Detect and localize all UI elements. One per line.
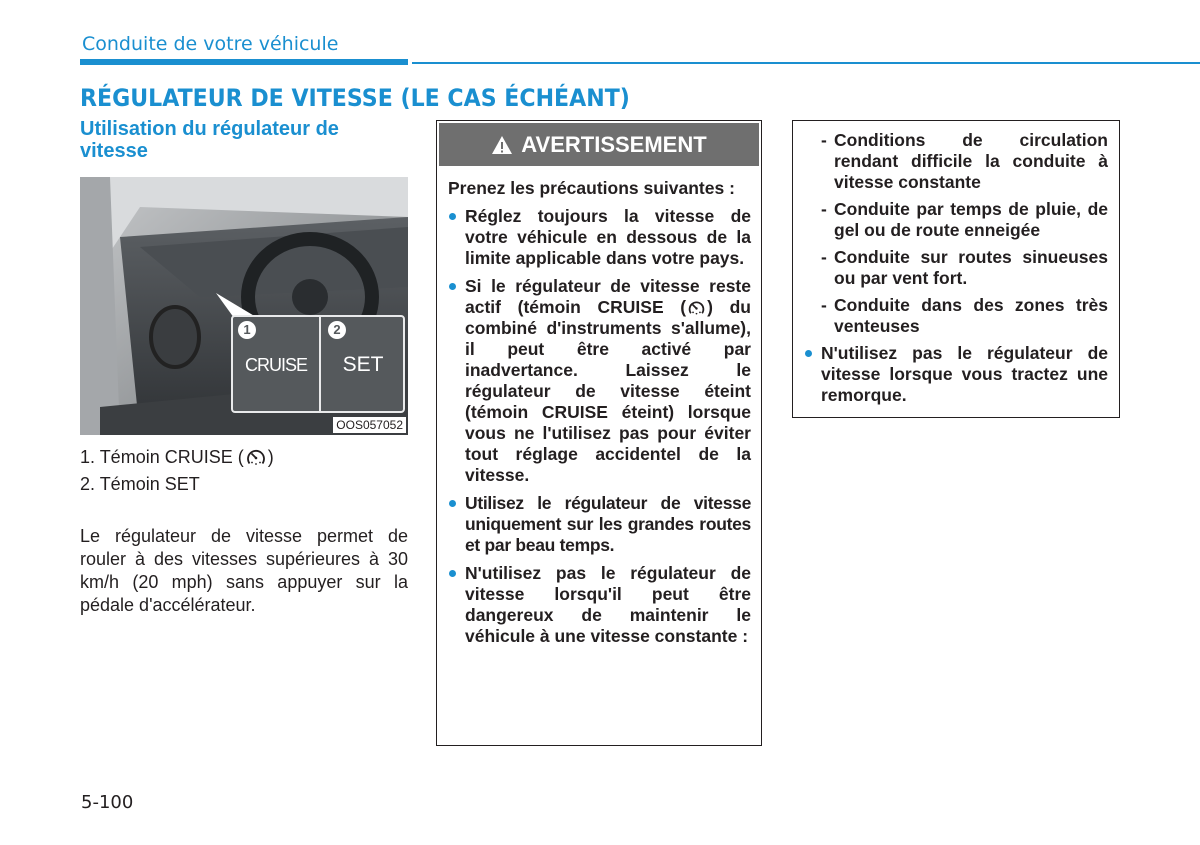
callout-2: 2 bbox=[328, 321, 346, 339]
condition-item-2 bbox=[804, 199, 1108, 241]
dashboard-photo bbox=[80, 177, 408, 435]
warning-title: AVERTISSEMENT bbox=[521, 131, 707, 157]
buttons-inset bbox=[231, 315, 405, 413]
warning-bullet-3: Utilisez le régulateur de vitesse uniquement sur les grandes routes et par beau temps. bbox=[448, 493, 751, 556]
legend-item-1 bbox=[80, 444, 408, 471]
callout-1: 1 bbox=[238, 321, 256, 339]
warning-header bbox=[439, 123, 759, 166]
warning-bullet-1: Réglez toujours la vitesse de votre véhicule en dessous de la limite applicable dans votre pays. bbox=[448, 206, 751, 269]
cruise-indicator-icon bbox=[687, 299, 706, 318]
warning-continued-box bbox=[792, 120, 1120, 418]
header-rule bbox=[412, 62, 1200, 64]
warning-body bbox=[437, 168, 761, 647]
warning-bullet-2-start: Si le régulateur de vitesse reste actif (témoin CRUISE ( bbox=[465, 276, 751, 317]
section-subtitle: Utilisation du régulateur de vitesse bbox=[80, 118, 339, 162]
condition-item-3-text: Conduite sur routes sinueuses ou par vent fort. bbox=[834, 247, 1108, 288]
warning-intro: Prenez les précautions suivantes : bbox=[448, 178, 735, 198]
cruise-indicator-icon bbox=[245, 447, 267, 469]
dash-marker: - bbox=[821, 199, 827, 219]
legend-item-2: 2. Témoin SET bbox=[80, 474, 200, 494]
header-bar-accent bbox=[80, 59, 408, 65]
dash-marker: - bbox=[821, 247, 827, 267]
cruise-button-label: CRUISE bbox=[244, 355, 307, 375]
condition-item-3 bbox=[804, 247, 1108, 289]
condition-item-1-text: Conditions de circulation rendant difficile la conduite à vitesse constante bbox=[834, 130, 1108, 192]
warning-bullet-2 bbox=[448, 276, 751, 486]
condition-item-2-text: Conduite par temps de pluie, de gel ou de route enneigée bbox=[834, 199, 1108, 240]
intro-paragraph: Le régulateur de vitesse permet de rouler à des vitesses supérieures à 30 km/h (20 mph) sans appuyer sur la pédale d'accélérateur. bbox=[80, 526, 408, 615]
image-code: OOS057052 bbox=[333, 417, 406, 433]
photo-legend bbox=[80, 444, 408, 498]
legend-item-1-close: ) bbox=[267, 447, 274, 467]
legend-item-1-text: 1. Témoin CRUISE ( bbox=[80, 447, 244, 467]
condition-item-4 bbox=[804, 295, 1108, 337]
warning-box bbox=[436, 120, 762, 746]
towing-bullet: N'utilisez pas le régulateur de vitesse lorsque vous tractez une remorque. bbox=[804, 343, 1108, 406]
dash-marker: - bbox=[821, 295, 827, 315]
warning-triangle-icon bbox=[491, 135, 513, 155]
dash-marker: - bbox=[821, 130, 827, 150]
set-button-label: SET bbox=[342, 353, 384, 376]
warning-bullet-4: N'utilisez pas le régulateur de vitesse lorsqu'il peut être dangereux de maintenir le véhicule à une vitesse constante : bbox=[448, 563, 751, 647]
section-header: Conduite de votre véhicule bbox=[82, 33, 339, 55]
warning-bullet-2-end: ) du combiné d'instruments s'allume), il peut être activé par inadvertance. Laissez le régulateur de vitesse éteint (témoin CRUISE éteint) lorsque vous ne l'utilisez pas pour éviter tout réglage accidentel de la vitesse. bbox=[465, 297, 751, 485]
condition-item-1 bbox=[804, 130, 1108, 193]
page-title: RÉGULATEUR DE VITESSE (LE CAS ÉCHÉANT) bbox=[80, 84, 630, 112]
condition-item-4-text: Conduite dans des zones très venteuses bbox=[834, 295, 1108, 336]
page-number: 5-100 bbox=[81, 792, 134, 813]
